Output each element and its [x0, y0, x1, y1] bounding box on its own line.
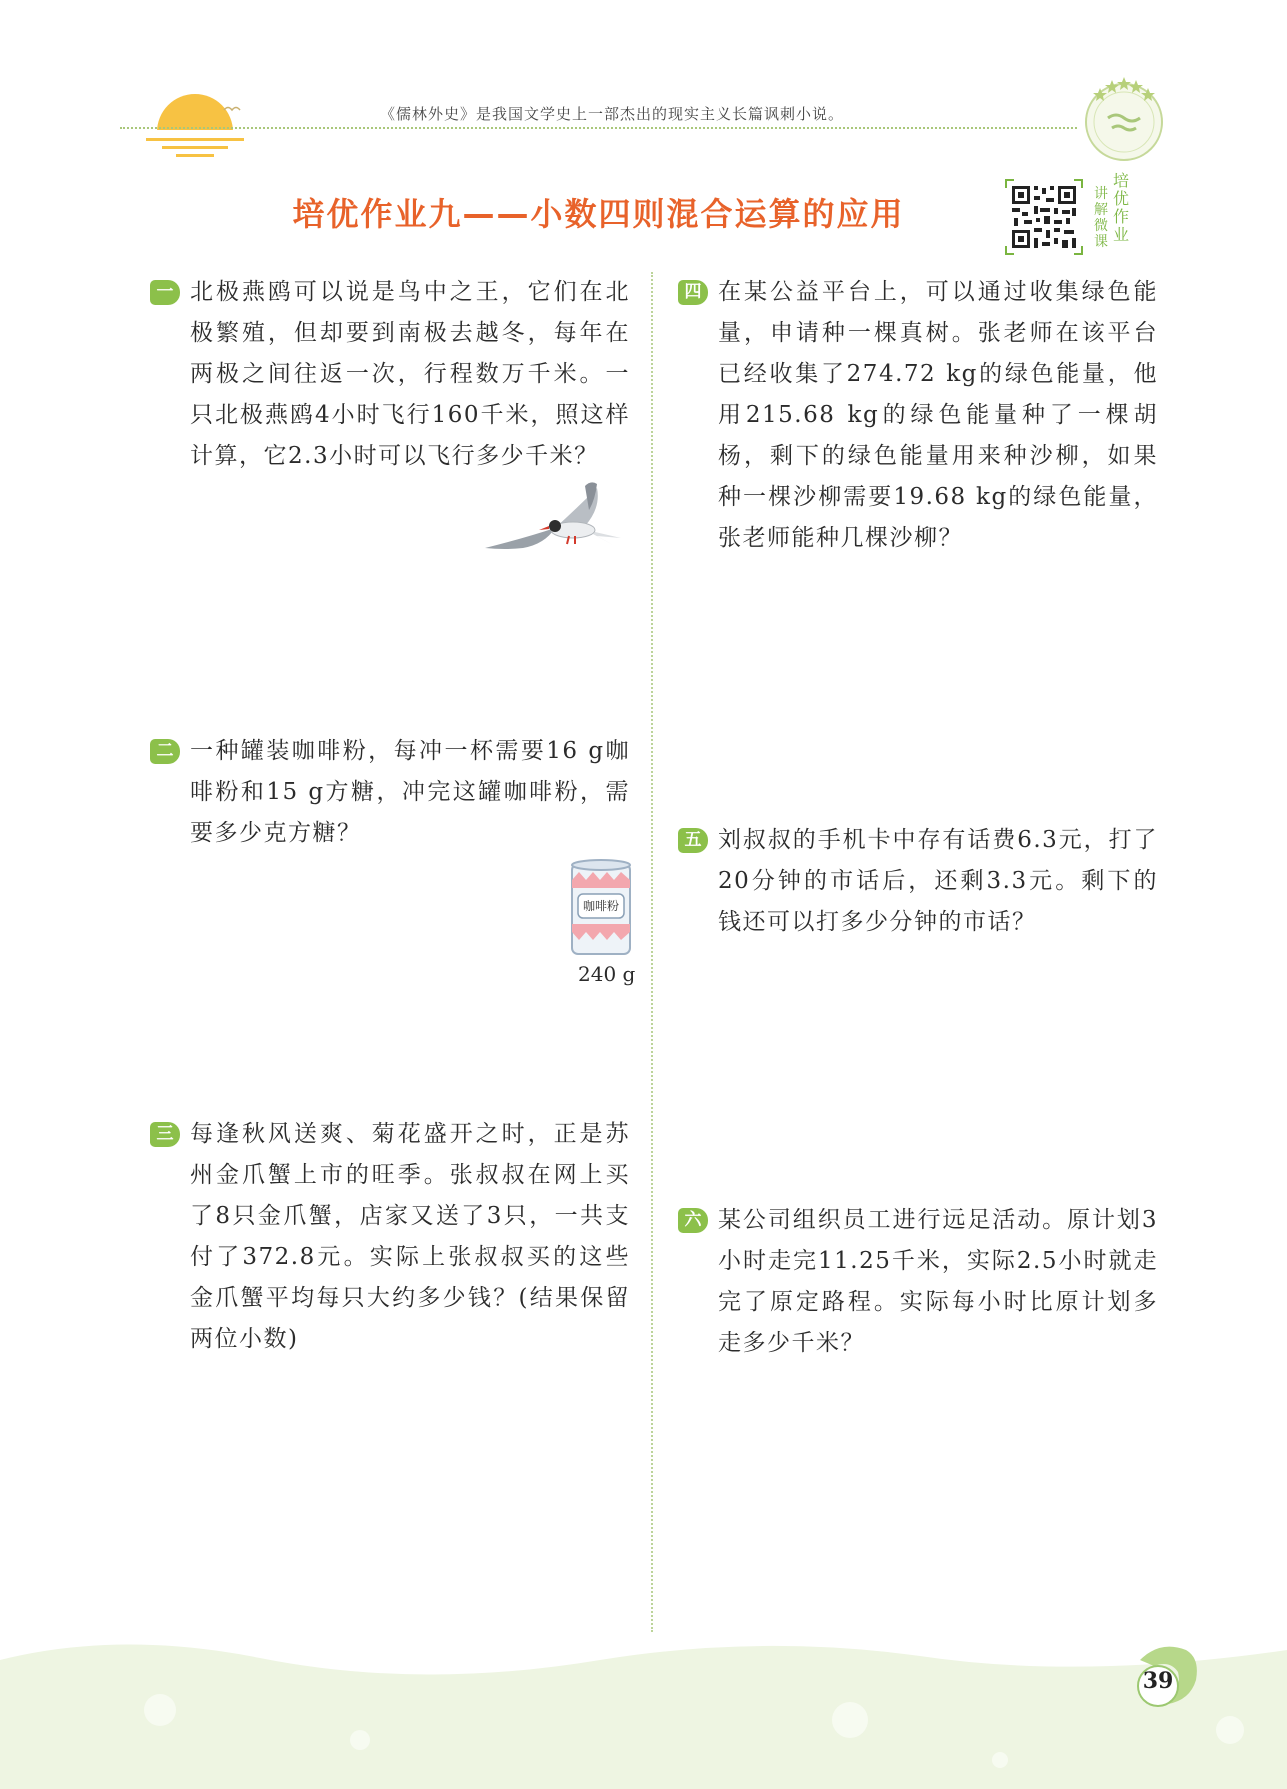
question-text: 每逢秋风送爽、菊花盛开之时，正是苏州金爪蟹上市的旺季。张叔叔在网上买了8只金爪蟹，店家又送了3只，一共支付了372.8元。实际上张叔叔买的这些金爪蟹平均每只大约多少钱？(结果保留两位小数)	[190, 1121, 630, 1352]
qr-label-lecture: 讲解微课	[1094, 186, 1108, 250]
header-divider	[120, 127, 1077, 129]
question-text: 在某公益平台上，可以通过收集绿色能量，申请种一棵真树。张老师在该平台已经收集了274.72 kg的绿色能量，他用215.68 kg的绿色能量种了一棵胡杨，剩下的绿色能量用来种沙柳，如果种一棵沙柳需要19.68 kg的绿色能量，张老师能种几棵沙柳？	[718, 279, 1158, 551]
question-5	[684, 820, 1158, 943]
coffee-can	[568, 858, 634, 960]
publisher-logo-icon	[1078, 72, 1170, 164]
question-text: 某公司组织员工进行远足活动。原计划3小时走完11.25千米，实际2.5小时就走完了原定路程。实际每小时比原计划多走多少千米？	[718, 1207, 1158, 1356]
question-text: 北极燕鸥可以说是鸟中之王，它们在北极繁殖，但却要到南极去越冬，每年在两极之间往返一次，行程数万千米。一只北极燕鸥4小时飞行160千米，照这样计算，它2.3小时可以飞行多少千米？	[190, 279, 630, 469]
question-3	[156, 1114, 630, 1360]
question-6	[684, 1200, 1158, 1364]
qr-label-homework: 培优作业	[1112, 171, 1129, 244]
sun-icon	[142, 80, 248, 186]
qr-code-icon[interactable]	[1004, 178, 1084, 256]
question-4	[684, 272, 1158, 559]
question-1	[156, 272, 630, 477]
question-number-badge: 五	[678, 828, 708, 853]
column-divider	[651, 272, 653, 1632]
question-number-badge: 二	[150, 739, 180, 764]
question-text: 一种罐装咖啡粉，每冲一杯需要16 g咖啡粉和15 g方糖，冲完这罐咖啡粉，需要多少克方糖？	[190, 738, 630, 846]
question-2	[156, 731, 630, 854]
coffee-can-weight: 240 g	[578, 962, 636, 986]
arctic-tern-icon	[485, 480, 635, 560]
question-text: 刘叔叔的手机卡中存有话费6.3元，打了20分钟的市话后，还剩3.3元。剩下的钱还可以打多少分钟的市话？	[718, 827, 1158, 935]
footer-hills-decoration	[0, 1620, 1287, 1789]
question-number-badge: 六	[678, 1208, 708, 1233]
question-number-badge: 一	[150, 280, 180, 305]
page-number: 39	[1142, 1668, 1174, 1694]
question-number-badge: 三	[150, 1122, 180, 1147]
coffee-can-label: 咖啡粉	[582, 899, 619, 913]
page-title: 培优作业九——小数四则混合运算的应用	[292, 195, 905, 233]
question-number-badge: 四	[678, 280, 708, 305]
header-quote: 《儒林外史》是我国文学史上一部杰出的现实主义长篇讽刺小说。	[380, 105, 845, 123]
